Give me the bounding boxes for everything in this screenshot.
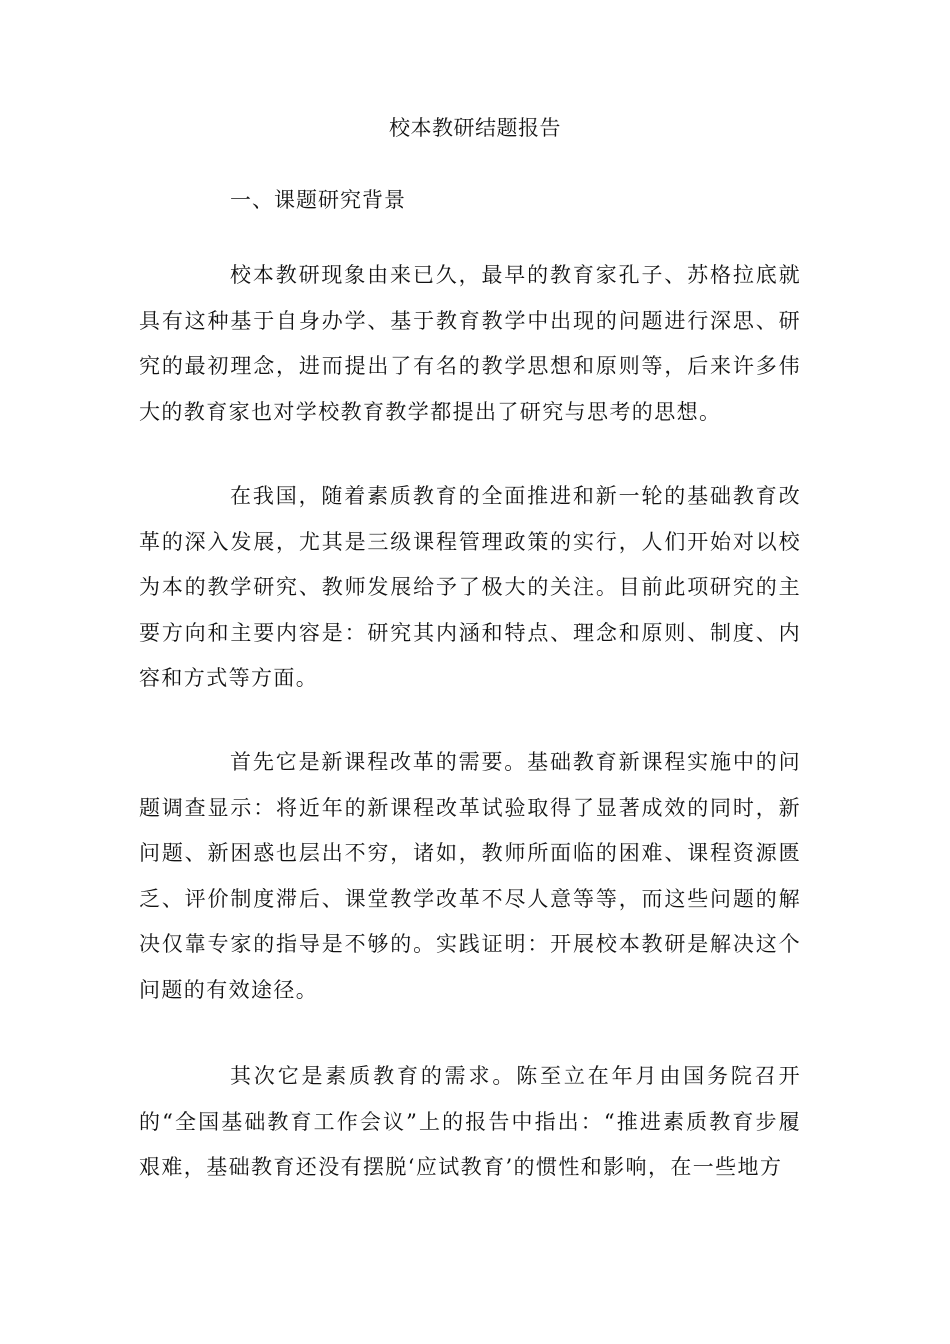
paragraph-2: 在我国，随着素质教育的全面推进和新一轮的基础教育改革的深入发展，尤其是三级课程管理政策的实行，人们开始对以校为本的教学研究、教师发展给予了极大的关注。目前此项研究的主要方向和主要内容是：研究其内涵和特点、理念和原则、制度、内容和方式等方面。 xyxy=(139,484,801,690)
paragraph-3: 首先它是新课程改革的需要。基础教育新课程实施中的问题调查显示：将近年的新课程改革试验取得了显著成效的同时，新问题、新困惑也层出不穷，诸如，教师所面临的困难、课程资源匮乏、评价制度滞后、课堂教学改革不尽人意等等，而这些问题的解决仅靠专家的指导是不够的。实践证明：开展校本教研是解决这个问题的有效途径。 xyxy=(139,750,801,1002)
document-title: 校本教研结题报告 xyxy=(389,116,561,140)
paragraph-4: 其次它是素质教育的需求。陈至立在年月由国务院召开的“全国基础教育工作会议”上的报告中指出：“推进素质教育步履艰难，基础教育还没有摆脱‘应试教育’的惯性和影响，在一些地方 xyxy=(139,1064,801,1179)
section-heading: 一、课题研究背景 xyxy=(230,188,406,212)
paragraph-1: 校本教研现象由来已久，最早的教育家孔子、苏格拉底就具有这种基于自身办学、基于教育教学中出现的问题进行深思、研究的最初理念，进而提出了有名的教学思想和原则等，后来许多伟大的教育家也对学校教育教学都提出了研究与思考的思想。 xyxy=(139,263,801,424)
